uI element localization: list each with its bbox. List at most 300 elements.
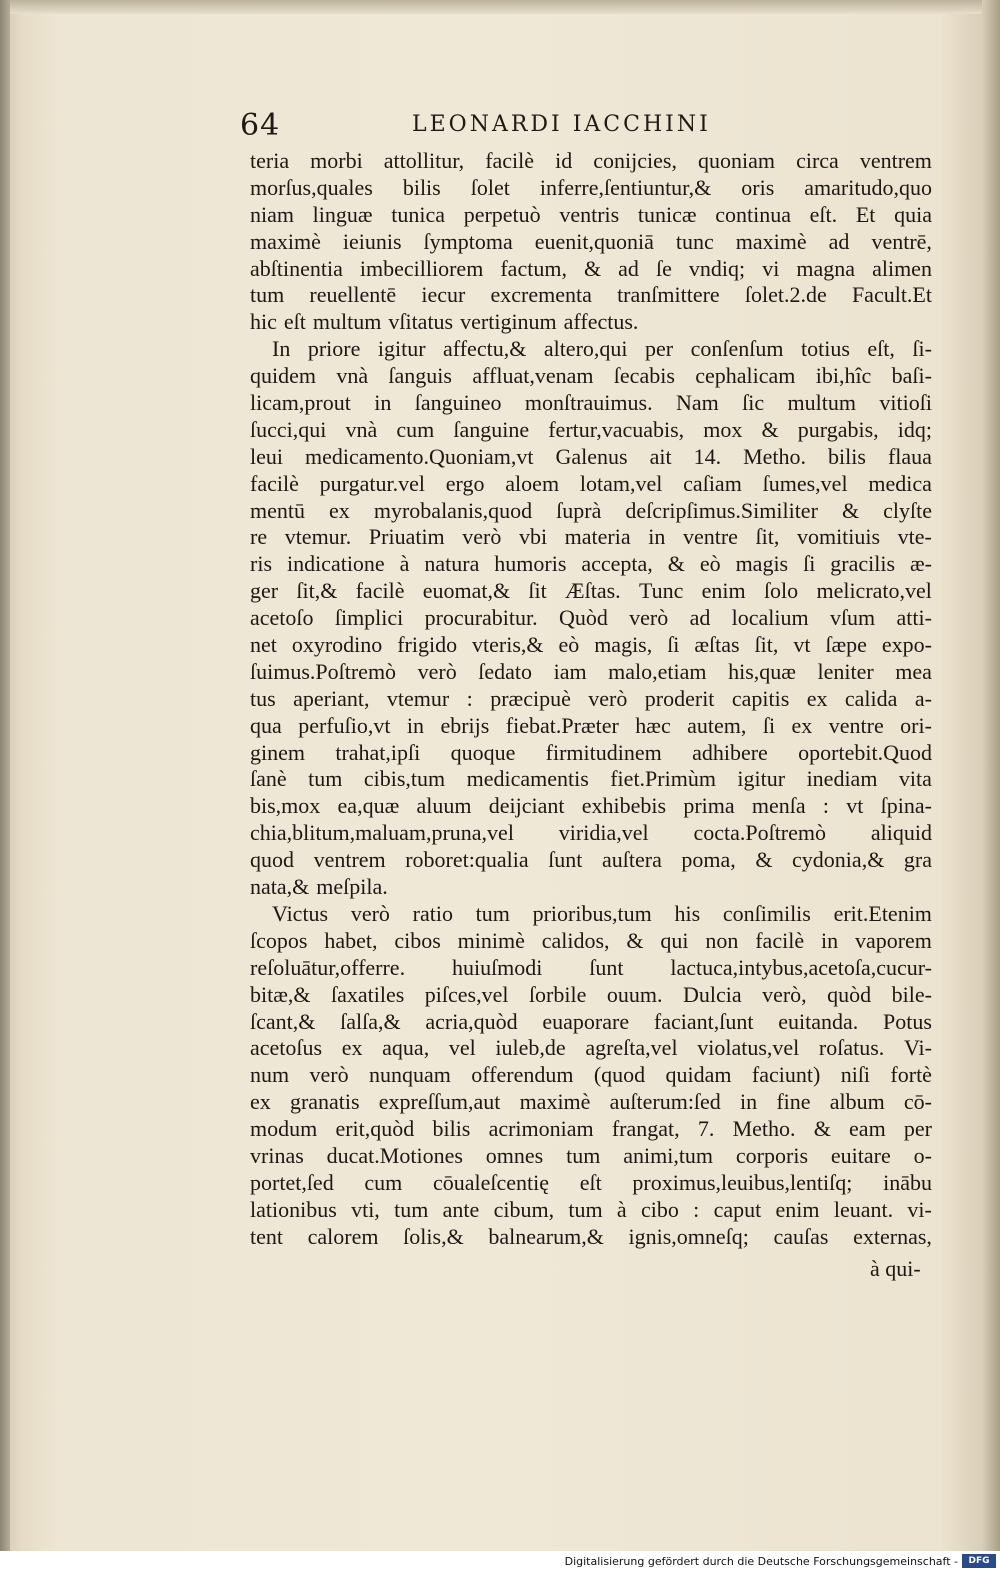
- text-word: re: [250, 524, 268, 550]
- text-word: ſi: [803, 551, 816, 577]
- text-word: ad: [689, 605, 711, 631]
- text-word: adhibere: [692, 739, 768, 765]
- digitization-footer: [0, 1551, 1000, 1571]
- text-word: offerendum: [471, 1062, 574, 1088]
- text-word: vaporem: [854, 927, 932, 953]
- text-word: quoniam: [698, 148, 776, 173]
- text-word: purgabis,: [797, 416, 879, 442]
- text-word: leui: [250, 443, 283, 469]
- text-line: [250, 820, 932, 847]
- text-word: nata,&: [250, 874, 310, 900]
- text-word: Et: [855, 201, 876, 227]
- text-word: teria: [250, 148, 290, 173]
- text-word: expo-: [881, 632, 932, 658]
- text-word: mox: [703, 416, 743, 442]
- text-word: tent: [250, 1223, 283, 1249]
- text-word: Metho.: [743, 443, 807, 469]
- text-word: multum: [312, 309, 382, 335]
- text-word: idq;: [897, 416, 932, 442]
- text-line: [250, 148, 932, 175]
- text-word: his,quæ: [728, 658, 796, 684]
- text-word: perfuſio,vt: [298, 712, 391, 738]
- text-word: (quod: [593, 1062, 646, 1088]
- text-word: facilè: [355, 578, 405, 604]
- text-word: medicamento.Quoniam,vt: [305, 443, 534, 469]
- text-word: vtemur.: [284, 524, 352, 550]
- text-word: ſolis,&: [403, 1223, 464, 1249]
- text-word: eſt,: [867, 336, 895, 362]
- text-word: proderit: [644, 685, 715, 711]
- text-word: verò: [462, 524, 502, 550]
- text-word: attollitur,: [383, 148, 465, 173]
- text-word: Quòd: [558, 605, 608, 631]
- text-word: vſitatus: [388, 309, 454, 335]
- text-word: ſuprà: [556, 497, 602, 523]
- text-word: tum: [308, 766, 343, 792]
- text-word: iam: [553, 658, 587, 684]
- text-word: ignis,omneſq;: [628, 1223, 749, 1249]
- text-word: euenit,quoniā: [534, 228, 654, 254]
- text-word: Tunc: [638, 578, 684, 604]
- text-word: tum: [250, 282, 285, 308]
- text-word: firmitudinem: [545, 739, 662, 765]
- text-word: tum: [394, 1196, 429, 1222]
- text-word: medicamentis: [466, 766, 589, 792]
- text-word: exhibebis: [581, 793, 667, 819]
- text-line: [250, 309, 932, 336]
- text-line: [250, 390, 932, 417]
- text-word: perpetuò: [463, 201, 541, 227]
- text-word: leuant.: [833, 1196, 894, 1222]
- text-word: qui: [660, 927, 689, 953]
- text-word: flaua: [887, 443, 932, 469]
- text-word: aluum: [416, 793, 472, 819]
- running-head: LEONARDI IACCHINI: [412, 112, 711, 137]
- text-word: ſedato: [478, 658, 533, 684]
- text-word: roſatus.: [818, 1035, 885, 1061]
- text-line: [250, 282, 932, 309]
- text-word: Victus: [272, 900, 329, 926]
- text-word: clyſte: [883, 497, 932, 523]
- text-word: hic: [250, 309, 277, 335]
- text-word: cephalicam: [695, 363, 796, 389]
- text-word: ventris: [559, 201, 620, 227]
- text-word: in: [648, 524, 666, 550]
- text-word: frangat,: [611, 1116, 680, 1142]
- text-word: verò,: [762, 981, 807, 1007]
- text-line: [250, 686, 932, 713]
- text-word: :: [822, 793, 830, 819]
- text-word: niſi: [840, 1062, 871, 1088]
- text-word: myrobalanis,quod: [373, 497, 533, 523]
- text-word: bilis: [402, 174, 441, 200]
- text-word: acetoſo: [250, 605, 314, 631]
- text-word: prioribus,tum: [532, 900, 652, 926]
- text-word: alimen: [872, 255, 932, 281]
- text-word: Priuatim: [368, 524, 445, 550]
- text-word: tus: [250, 685, 276, 711]
- text-word: trahat,ipſi: [335, 739, 421, 765]
- text-word: bilis: [828, 443, 866, 469]
- text-word: ex: [791, 712, 813, 738]
- text-word: iecur: [421, 282, 466, 308]
- text-word: ſæpe: [825, 632, 867, 658]
- text-word: vita: [898, 766, 932, 792]
- page-edge-top: [0, 0, 1000, 14]
- text-word: poma,: [681, 847, 736, 873]
- text-word: expreſſum,aut: [378, 1089, 501, 1115]
- text-word: vomitiuis: [796, 524, 881, 550]
- text-word: ſalſa,&: [340, 1008, 401, 1034]
- text-word: ſolet.2.de: [744, 282, 827, 308]
- text-line: [250, 632, 932, 659]
- text-word: melicrato,vel: [816, 578, 932, 604]
- text-line: [250, 982, 932, 1009]
- text-word: verò: [309, 1062, 349, 1088]
- text-word: album: [829, 1089, 885, 1115]
- text-word: quidem: [250, 363, 316, 389]
- text-word: fertur,vacuabis,: [548, 416, 685, 442]
- text-line: [250, 498, 932, 525]
- text-word: fine: [776, 1089, 811, 1115]
- text-word: ſunt: [548, 847, 583, 873]
- text-word: præcipuè: [490, 685, 571, 711]
- text-word: :: [466, 685, 473, 711]
- text-word: quoque: [450, 739, 516, 765]
- page-number: 64: [240, 108, 281, 143]
- text-word: linguæ: [312, 201, 373, 227]
- text-word: abſtinentia: [250, 255, 343, 281]
- text-line: [250, 1224, 932, 1251]
- text-word: vi-: [907, 1196, 932, 1222]
- text-word: continua: [715, 201, 791, 227]
- text-word: cibos: [394, 927, 441, 953]
- text-word: proximus,leuibus,lentiſq;: [632, 1169, 853, 1195]
- text-word: modum: [250, 1116, 318, 1142]
- text-line: [250, 444, 932, 471]
- text-word: eſt: [283, 309, 306, 335]
- text-line: [250, 336, 932, 363]
- text-line: [250, 363, 932, 390]
- text-word: quia: [894, 201, 932, 227]
- text-word: bile-: [891, 981, 932, 1007]
- text-word: gra: [903, 847, 932, 873]
- text-word: priore: [307, 336, 361, 362]
- text-word: auſtera: [601, 847, 662, 873]
- text-word: granatis: [289, 1089, 360, 1115]
- text-word: enim: [775, 1196, 820, 1222]
- text-word: fiet.Primùm: [610, 766, 716, 792]
- text-word: net: [250, 632, 277, 658]
- text-word: erit,quòd: [335, 1116, 415, 1142]
- text-word: quòd: [827, 981, 872, 1007]
- text-word: &: [584, 255, 602, 281]
- text-line: [250, 175, 932, 202]
- text-word: euitanda.: [778, 1008, 859, 1034]
- text-word: lactuca,intybus,acetoſa,cucur-: [670, 954, 932, 980]
- text-word: lationibus: [250, 1196, 337, 1222]
- text-word: conſimilis: [722, 900, 811, 926]
- text-word: natura: [424, 551, 480, 577]
- text-word: Æſtas.: [565, 578, 621, 604]
- text-word: verò: [588, 685, 628, 711]
- text-word: cibo: [640, 1196, 679, 1222]
- text-word: accepta,: [581, 551, 653, 577]
- text-word: externas,: [853, 1223, 932, 1249]
- text-line: [250, 1035, 932, 1062]
- text-word: vndiq;: [688, 255, 746, 281]
- text-word: ait: [649, 443, 672, 469]
- text-word: cydonia,&: [792, 847, 885, 873]
- text-word: facilè: [485, 148, 535, 173]
- text-word: magis,: [594, 632, 653, 658]
- text-word: bis,mox: [250, 793, 321, 819]
- catchword: à qui-: [870, 1256, 921, 1281]
- text-word: ouum.: [606, 981, 663, 1007]
- text-word: facilè: [755, 927, 805, 953]
- text-word: gracilis: [830, 551, 896, 577]
- text-word: affectu,&: [443, 336, 527, 362]
- text-line: [250, 659, 932, 686]
- text-word: vte-: [897, 524, 932, 550]
- text-word: acetoſus: [250, 1035, 323, 1061]
- text-line: [250, 551, 932, 578]
- text-word: enim: [701, 578, 746, 604]
- text-word: agreſta,vel: [585, 1035, 678, 1061]
- text-word: omnes: [485, 1142, 544, 1168]
- text-word: tunc: [675, 228, 714, 254]
- text-word: morbi: [310, 148, 363, 173]
- text-word: fiebat.Præter: [505, 712, 619, 738]
- text-word: deijciant: [488, 793, 565, 819]
- text-word: ventrem: [859, 148, 932, 173]
- text-word: quidam: [665, 1062, 732, 1088]
- text-word: iuleb,de: [495, 1035, 566, 1061]
- text-word: ſe: [655, 255, 672, 281]
- text-line: [250, 793, 932, 820]
- text-word: medica: [868, 470, 932, 496]
- text-word: æſtas: [694, 632, 740, 658]
- text-word: aperiant,: [293, 685, 370, 711]
- text-word: menſa: [751, 793, 806, 819]
- text-word: inābu: [883, 1169, 932, 1195]
- text-word: facilè: [250, 470, 299, 496]
- text-word: ſanguine: [453, 416, 530, 442]
- text-word: ante: [442, 1196, 480, 1222]
- text-word: magis: [735, 551, 789, 577]
- text-word: mentū: [250, 497, 305, 523]
- text-line: [250, 766, 932, 793]
- text-word: o-: [913, 1142, 932, 1168]
- text-word: tum: [475, 900, 510, 926]
- text-line: [250, 578, 932, 605]
- text-word: violatus,vel: [697, 1035, 800, 1061]
- text-word: corporis: [735, 1142, 809, 1168]
- text-word: ad: [618, 255, 639, 281]
- text-word: caput: [713, 1196, 762, 1222]
- text-word: ſolo: [763, 578, 799, 604]
- text-word: vt: [846, 793, 864, 819]
- text-word: ſit,&: [296, 578, 338, 604]
- text-word: ſit,: [754, 632, 779, 658]
- text-word: lotam,vel: [579, 470, 663, 496]
- text-line: [250, 256, 932, 283]
- text-line: [250, 955, 932, 982]
- text-word: tum: [568, 1196, 603, 1222]
- text-word: per: [645, 336, 674, 362]
- text-word: roboret:qualia: [405, 847, 529, 873]
- text-word: maximè: [250, 228, 321, 254]
- text-word: viridia,vel: [558, 820, 649, 846]
- text-word: verò: [629, 605, 669, 631]
- text-word: ieiunis: [342, 228, 402, 254]
- text-word: faciant,ſunt: [653, 1008, 754, 1034]
- text-word: maximè: [735, 228, 807, 254]
- text-line: [250, 1170, 932, 1197]
- text-word: ventre: [682, 524, 738, 550]
- text-word: &: [813, 1116, 831, 1142]
- text-word: ſi: [667, 632, 680, 658]
- text-word: calida: [844, 685, 898, 711]
- text-word: amaritudo,quo: [804, 174, 932, 200]
- text-word: ſi-: [912, 336, 932, 362]
- text-word: ducat.Motiones: [326, 1142, 463, 1168]
- text-word: acrimoniam: [488, 1116, 594, 1142]
- text-word: caſiam: [683, 470, 742, 496]
- text-word: ſolet: [470, 174, 510, 200]
- text-word: ex: [806, 685, 828, 711]
- text-word: in: [406, 712, 425, 738]
- text-word: ibi,hîc: [815, 363, 872, 389]
- text-word: procurabitur.: [424, 605, 538, 631]
- text-line: [250, 1197, 932, 1224]
- text-line: [250, 847, 932, 874]
- text-line: [250, 901, 932, 928]
- text-word: vnà: [345, 416, 378, 442]
- dfg-logo-icon: DFG: [962, 1554, 996, 1568]
- body-text: [250, 148, 932, 1251]
- text-word: hæc: [635, 712, 671, 738]
- text-word: cum: [364, 1169, 403, 1195]
- page-header: [240, 108, 922, 148]
- text-word: morſus,quales: [250, 174, 373, 200]
- text-word: malo,etiam: [608, 658, 707, 684]
- text-word: qua: [250, 712, 282, 738]
- text-word: ſucci,qui: [250, 416, 327, 442]
- text-word: ſic: [742, 390, 765, 416]
- text-word: chia,blitum,maluam,pruna,vel: [250, 820, 514, 846]
- text-line: [250, 1116, 932, 1143]
- text-line: [250, 1009, 932, 1036]
- text-word: per: [903, 1116, 932, 1142]
- text-word: multum: [787, 390, 856, 416]
- text-word: eam: [849, 1116, 886, 1142]
- text-word: monſtrauimus.: [524, 390, 653, 416]
- text-word: reſoluātur,offerre.: [250, 954, 406, 980]
- text-word: ex: [329, 497, 350, 523]
- text-word: ſumes,vel: [762, 470, 848, 496]
- text-word: cauſas: [773, 1223, 829, 1249]
- text-line: [250, 928, 932, 955]
- text-line: [250, 1143, 932, 1170]
- text-word: vſum: [829, 605, 876, 631]
- text-word: Vi-: [903, 1035, 932, 1061]
- text-word: baſi-: [891, 363, 932, 389]
- text-line: [250, 605, 932, 632]
- text-word: vi: [762, 255, 780, 281]
- text-word: aqua,: [382, 1035, 430, 1061]
- text-line: [250, 524, 932, 551]
- text-word: minimè: [457, 927, 525, 953]
- text-word: ventrem: [313, 847, 386, 873]
- text-word: calidos,: [541, 927, 610, 953]
- text-word: bilis: [432, 1116, 471, 1142]
- text-word: tranſmittere: [617, 282, 720, 308]
- text-word: vbi: [518, 524, 548, 550]
- text-word: ſi: [762, 712, 776, 738]
- text-line: [250, 874, 932, 901]
- text-word: acria,quòd: [425, 1008, 518, 1034]
- text-word: inferre,ſentiuntur,&: [539, 174, 712, 200]
- text-word: &: [755, 847, 773, 873]
- text-word: tunica: [391, 201, 446, 227]
- text-word: balnearum,&: [488, 1223, 604, 1249]
- text-word: localium: [731, 605, 809, 631]
- text-word: igitur: [377, 336, 426, 362]
- text-line: [250, 1062, 932, 1089]
- text-word: his: [674, 900, 701, 926]
- text-word: in: [740, 1089, 758, 1115]
- text-word: vti,: [351, 1196, 380, 1222]
- text-word: ex: [250, 1089, 271, 1115]
- text-word: materia: [564, 524, 631, 550]
- text-word: reuellentē: [309, 282, 397, 308]
- text-word: In: [272, 336, 291, 362]
- text-word: ſcant,&: [250, 1008, 316, 1034]
- text-word: à: [616, 1196, 627, 1222]
- page-edge-left: [0, 0, 10, 1571]
- text-word: tunicæ: [637, 201, 697, 227]
- text-word: ventrē,: [871, 228, 932, 254]
- text-word: ea,quæ: [337, 793, 400, 819]
- text-word: nunquam: [368, 1062, 451, 1088]
- text-word: vertiginum: [460, 309, 557, 335]
- text-word: cōualeſcentię: [432, 1169, 550, 1195]
- text-line: [250, 202, 932, 229]
- text-word: euitare: [830, 1142, 891, 1168]
- text-word: 14.: [693, 443, 722, 469]
- text-word: conijcies,: [593, 148, 677, 173]
- text-word: meſpila.: [316, 874, 388, 900]
- text-word: &: [761, 416, 779, 442]
- text-word: ratio: [412, 900, 453, 926]
- text-word: Galenus: [555, 443, 628, 469]
- text-word: piſces,vel: [424, 981, 509, 1007]
- text-line: [250, 417, 932, 444]
- text-word: magna: [796, 255, 856, 281]
- text-word: Nam: [675, 390, 719, 416]
- text-word: auſterum:ſed: [609, 1089, 721, 1115]
- text-word: erit.Etenim: [833, 900, 932, 926]
- text-word: eſt: [579, 1169, 602, 1195]
- text-word: licam,prout: [250, 390, 351, 416]
- text-word: mea: [895, 658, 932, 684]
- footer-credit: Digitalisierung gefördert durch die Deutsche Forschungsgemeinschaft -: [564, 1555, 958, 1568]
- text-word: oxyrodino: [291, 632, 383, 658]
- text-word: ris: [250, 551, 272, 577]
- text-word: 7.: [697, 1116, 715, 1142]
- text-word: frigido: [397, 632, 458, 658]
